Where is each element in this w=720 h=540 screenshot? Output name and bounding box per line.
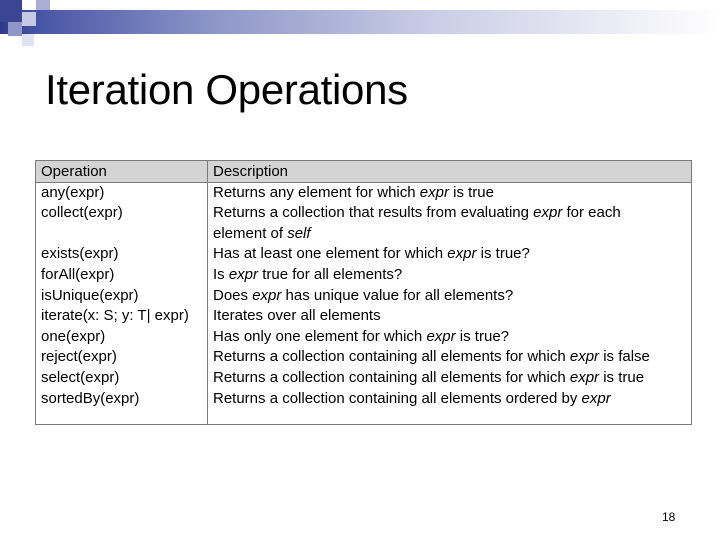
description-text: Returns a collection that results from evaluating	[213, 204, 534, 222]
decor-square	[22, 34, 34, 46]
description-text: Has only one element for which	[213, 327, 427, 345]
italic-term: self	[287, 224, 311, 242]
description-text: has unique value for all elements?	[281, 286, 514, 304]
italic-term: expr	[447, 245, 477, 263]
decor-square	[0, 0, 22, 22]
description-text: Returns a collection containing all elements for which	[213, 368, 570, 386]
operation-cell: forAll(expr)	[41, 265, 115, 283]
description-text: for each	[562, 204, 621, 222]
operation-cell: any(expr)	[41, 183, 105, 201]
description-cell	[213, 389, 650, 410]
operations-table	[35, 160, 692, 425]
decor-square	[8, 22, 22, 36]
description-text: Does	[213, 286, 253, 304]
decor-square	[36, 0, 50, 10]
description-text: Returns any element for which	[213, 183, 420, 201]
description-text: Has at least one element for which	[213, 245, 448, 263]
description-cell	[213, 306, 650, 327]
description-cell	[213, 347, 650, 368]
description-cell	[213, 203, 650, 224]
operation-cell: isUnique(expr)	[41, 286, 139, 304]
italic-term: expr	[426, 327, 456, 345]
header-operation: Operation	[41, 163, 107, 180]
description-text: is false	[599, 348, 650, 366]
description-cell	[213, 265, 650, 286]
description-cell	[213, 244, 650, 265]
italic-term: expr	[581, 389, 611, 407]
description-text: is true	[448, 183, 494, 201]
italic-term: expr	[569, 348, 600, 366]
operation-cell: one(expr)	[41, 327, 106, 345]
operation-column	[41, 162, 189, 409]
slide-title: Iteration Operations	[45, 66, 408, 113]
page-number: 18	[662, 510, 676, 524]
description-text: element of	[213, 224, 288, 242]
italic-term: expr	[569, 368, 600, 386]
description-text: is true	[599, 368, 645, 386]
description-cell	[213, 327, 650, 348]
operation-cell: select(expr)	[41, 368, 120, 386]
description-text: Iterates over all elements	[213, 307, 381, 325]
italic-term: expr	[419, 183, 449, 201]
operation-cell: sortedBy(expr)	[41, 389, 140, 407]
description-text: true for all elements?	[258, 265, 403, 283]
description-text: Is	[213, 265, 229, 283]
header-description: Description	[213, 163, 289, 180]
operation-cell: iterate(x: S; y: T| expr)	[41, 307, 189, 325]
description-column	[213, 162, 650, 409]
description-cell	[213, 224, 650, 245]
description-cell	[213, 183, 650, 204]
italic-term: expr	[228, 265, 259, 283]
italic-term: expr	[252, 286, 282, 304]
description-text: Returns a collection containing all elements ordered by	[213, 389, 582, 407]
description-cell	[213, 286, 650, 307]
description-text: is true?	[455, 327, 509, 345]
decor-square	[22, 12, 36, 26]
description-text: is true?	[476, 245, 530, 263]
title-band	[0, 10, 720, 34]
description-cell	[213, 368, 650, 389]
column-divider	[207, 161, 208, 424]
description-text: Returns a collection containing all elements for which	[213, 348, 570, 366]
operation-cell: exists(expr)	[41, 245, 119, 263]
operation-cell: collect(expr)	[41, 204, 123, 222]
italic-term: expr	[533, 204, 563, 222]
operation-cell: reject(expr)	[41, 348, 117, 366]
operation-cell	[41, 224, 189, 245]
